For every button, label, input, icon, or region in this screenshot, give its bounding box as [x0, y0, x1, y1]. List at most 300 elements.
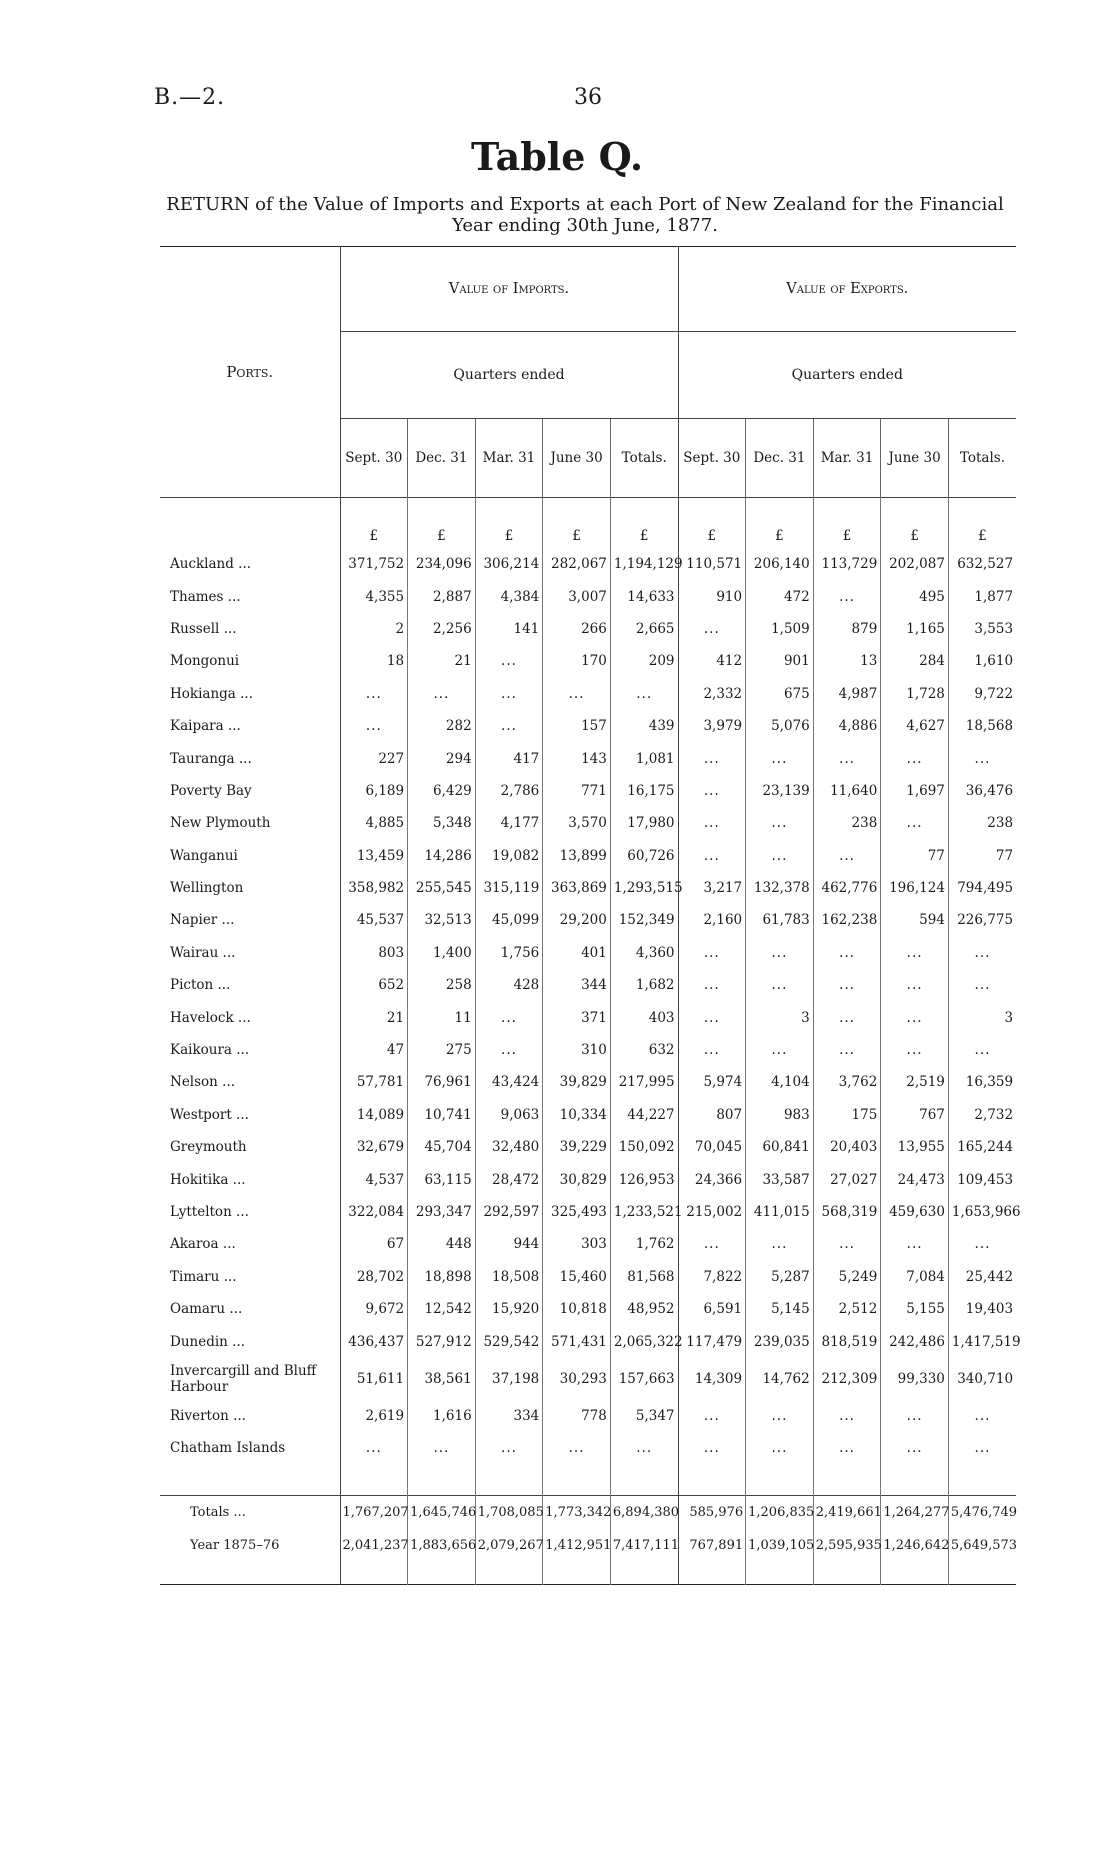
- export-value: ...: [678, 742, 746, 774]
- export-value: 1,653,966: [951, 1204, 1021, 1220]
- port-row: [160, 1001, 1016, 1033]
- import-value: 45,099: [475, 904, 543, 936]
- import-value: 571,431: [543, 1325, 611, 1357]
- import-value: 371,752: [340, 548, 408, 580]
- import-value: 11: [408, 1001, 476, 1033]
- pound-unit-label: £: [678, 498, 746, 549]
- import-value: 45,537: [340, 904, 408, 936]
- import-value: 45,704: [408, 1131, 476, 1163]
- export-value: 472: [746, 580, 814, 612]
- port-row: [160, 613, 1016, 645]
- import-value: ...: [340, 1432, 408, 1464]
- import-value: 2,256: [408, 613, 476, 645]
- import-value: 18,898: [408, 1261, 476, 1293]
- return-table: [160, 246, 1021, 1585]
- export-value: 3: [746, 1001, 814, 1033]
- export-value: 568,319: [813, 1196, 881, 1228]
- export-value: ...: [678, 807, 746, 839]
- import-value: 4,537: [340, 1163, 408, 1195]
- export-value: 2,595,935: [813, 1529, 881, 1562]
- port-row: [160, 645, 1016, 677]
- port-row: [160, 872, 1016, 904]
- import-value: 2: [340, 613, 408, 645]
- export-value: 215,002: [678, 1196, 746, 1228]
- import-value: 10,818: [543, 1293, 611, 1325]
- export-value: 1,610: [974, 653, 1014, 670]
- import-value: 1,081: [610, 742, 678, 774]
- import-value: 4,885: [340, 807, 408, 839]
- port-name: Nelson ...: [160, 1066, 340, 1098]
- import-value: 1,616: [408, 1400, 476, 1432]
- export-value: 585,976: [678, 1495, 746, 1529]
- table-title: Table Q.: [470, 134, 644, 179]
- port-name: Dunedin ...: [160, 1325, 340, 1357]
- export-value: 983: [746, 1099, 814, 1131]
- export-value: 1,877: [974, 588, 1014, 605]
- import-value: 1,767,207: [340, 1495, 408, 1529]
- document-code: B.—2.: [154, 85, 226, 110]
- exports-group-header: Value of Exports.: [678, 247, 1016, 332]
- port-name: New Plymouth: [160, 807, 340, 839]
- import-value: 234,096: [408, 548, 476, 580]
- port-row: [160, 1099, 1016, 1131]
- import-value: ...: [340, 710, 408, 742]
- export-value: ...: [678, 1001, 746, 1033]
- export-value: 412: [678, 645, 746, 677]
- import-value: 266: [543, 613, 611, 645]
- import-value: 21: [340, 1001, 408, 1033]
- import-quarter-header: Dec. 31: [408, 419, 476, 498]
- export-value: ...: [813, 1432, 881, 1464]
- export-value: 794,495: [957, 880, 1014, 897]
- import-value: 258: [408, 969, 476, 1001]
- import-value: 4,384: [475, 580, 543, 612]
- import-value: 15,460: [543, 1261, 611, 1293]
- export-value: 70,045: [678, 1131, 746, 1163]
- import-value: 428: [475, 969, 543, 1001]
- import-value: 306,214: [475, 548, 543, 580]
- export-value: 117,479: [678, 1325, 746, 1357]
- import-value: 2,065,322: [610, 1325, 678, 1357]
- import-value: 39,229: [543, 1131, 611, 1163]
- import-value: 401: [543, 937, 611, 969]
- import-value: 1,773,342: [543, 1495, 611, 1529]
- pound-unit-label: £: [408, 498, 476, 549]
- import-value: 771: [543, 775, 611, 807]
- import-value: 2,619: [340, 1400, 408, 1432]
- export-value: 162,238: [813, 904, 881, 936]
- totals-label: Totals ...: [160, 1495, 340, 1529]
- import-value: 322,084: [340, 1196, 408, 1228]
- import-value: 10,741: [408, 1099, 476, 1131]
- export-value: ...: [746, 742, 814, 774]
- import-value: ...: [610, 1432, 678, 1464]
- import-value: 778: [543, 1400, 611, 1432]
- unit-row-blank: [160, 498, 340, 549]
- import-value: 32,513: [408, 904, 476, 936]
- import-value: 57,781: [340, 1066, 408, 1098]
- import-value: 944: [475, 1228, 543, 1260]
- export-value: 206,140: [746, 548, 814, 580]
- export-value: 632,527: [957, 556, 1014, 573]
- import-value: 334: [475, 1400, 543, 1432]
- export-value: 202,087: [881, 548, 949, 580]
- import-value: 209: [610, 645, 678, 677]
- export-quarter-header: June 30: [881, 419, 949, 498]
- export-value: 24,366: [678, 1163, 746, 1195]
- import-value: ...: [408, 1432, 476, 1464]
- unit-row: [160, 498, 1016, 549]
- import-value: 2,665: [610, 613, 678, 645]
- import-value: 47: [340, 1034, 408, 1066]
- export-value: 1,165: [881, 613, 949, 645]
- port-row: [160, 937, 1016, 969]
- export-value: ...: [813, 742, 881, 774]
- import-value: ...: [475, 645, 543, 677]
- export-value: 226,775: [957, 912, 1014, 929]
- import-value: 60,726: [610, 840, 678, 872]
- import-value: ...: [475, 710, 543, 742]
- export-value: ...: [974, 977, 991, 994]
- export-value: 910: [678, 580, 746, 612]
- export-value: 594: [881, 904, 949, 936]
- pound-unit-label: £: [340, 498, 408, 549]
- import-value: 803: [340, 937, 408, 969]
- export-value: 3,553: [974, 620, 1014, 637]
- import-value: 143: [543, 742, 611, 774]
- export-value: 459,630: [881, 1196, 949, 1228]
- export-value: 3: [1004, 1009, 1014, 1026]
- export-value: ...: [881, 1432, 949, 1464]
- port-name: Chatham Islands: [160, 1432, 340, 1464]
- export-value: ...: [678, 840, 746, 872]
- port-row: [160, 1228, 1016, 1260]
- import-value: 30,293: [543, 1358, 611, 1400]
- export-value: 25,442: [965, 1268, 1014, 1285]
- export-value: ...: [813, 1228, 881, 1260]
- export-value: 1,728: [881, 678, 949, 710]
- export-value: 196,124: [881, 872, 949, 904]
- totals-label: Year 1875–76: [160, 1529, 340, 1562]
- spacer-row: [160, 1465, 1016, 1496]
- port-row: [160, 1131, 1016, 1163]
- export-value: ...: [881, 937, 949, 969]
- import-value: 448: [408, 1228, 476, 1260]
- port-name: Greymouth: [160, 1131, 340, 1163]
- import-value: 2,041,237: [340, 1529, 408, 1562]
- export-value: 5,476,749: [948, 1495, 1016, 1529]
- port-name: Kaipara ...: [160, 710, 340, 742]
- port-name: Lyttelton ...: [160, 1196, 340, 1228]
- subtitle-line-1: RETURN of the Value of Imports and Exports at each Port of New Zealand for the Financial: [166, 194, 1004, 215]
- export-value: 11,640: [813, 775, 881, 807]
- import-value: 227: [340, 742, 408, 774]
- export-quarter-header: Sept. 30: [678, 419, 746, 498]
- export-value: ...: [974, 1042, 991, 1059]
- export-value: 2,332: [678, 678, 746, 710]
- export-value: 284: [881, 645, 949, 677]
- port-name: Wellington: [160, 872, 340, 904]
- import-value: 6,894,380: [610, 1495, 678, 1529]
- export-value: 767: [881, 1099, 949, 1131]
- port-row: [160, 1066, 1016, 1098]
- export-value: 165,244: [957, 1139, 1014, 1156]
- imports-group-header: Value of Imports.: [340, 247, 678, 332]
- export-value: 2,512: [813, 1293, 881, 1325]
- import-value: 150,092: [610, 1131, 678, 1163]
- port-row: [160, 1358, 1016, 1400]
- export-value: ...: [678, 1034, 746, 1066]
- import-value: 275: [408, 1034, 476, 1066]
- export-value: ...: [813, 1001, 881, 1033]
- import-value: 14,089: [340, 1099, 408, 1131]
- pound-unit-label: £: [948, 498, 1016, 549]
- import-value: 1,412,951: [543, 1529, 611, 1562]
- import-value: 2,786: [475, 775, 543, 807]
- export-value: 5,974: [678, 1066, 746, 1098]
- export-value: ...: [746, 937, 814, 969]
- import-value: 63,115: [408, 1163, 476, 1195]
- export-value: ...: [678, 775, 746, 807]
- import-value: 32,679: [340, 1131, 408, 1163]
- export-value: 18,568: [965, 718, 1014, 735]
- port-row: [160, 710, 1016, 742]
- import-value: 1,762: [610, 1228, 678, 1260]
- port-name: Thames ...: [160, 580, 340, 612]
- export-value: 33,587: [746, 1163, 814, 1195]
- export-value: 14,309: [678, 1358, 746, 1400]
- export-value: 20,403: [813, 1131, 881, 1163]
- import-value: 38,561: [408, 1358, 476, 1400]
- export-value: ...: [881, 1400, 949, 1432]
- import-value: 293,347: [408, 1196, 476, 1228]
- import-value: ...: [475, 1034, 543, 1066]
- pound-unit-label: £: [813, 498, 881, 549]
- port-name: Timaru ...: [160, 1261, 340, 1293]
- port-row: [160, 1163, 1016, 1195]
- import-value: ...: [475, 1001, 543, 1033]
- export-value: 212,309: [813, 1358, 881, 1400]
- export-value: 6,591: [678, 1293, 746, 1325]
- export-value: 1,697: [881, 775, 949, 807]
- import-value: 529,542: [475, 1325, 543, 1357]
- imports-quarters-header: Quarters ended: [340, 332, 678, 419]
- import-value: 17,980: [610, 807, 678, 839]
- import-value: 13,899: [543, 840, 611, 872]
- port-row: [160, 1293, 1016, 1325]
- page-number: 36: [574, 85, 602, 110]
- pound-unit-label: £: [881, 498, 949, 549]
- port-row: [160, 904, 1016, 936]
- export-value: ...: [974, 1407, 991, 1424]
- import-value: 157,663: [610, 1358, 678, 1400]
- import-value: 30,829: [543, 1163, 611, 1195]
- pound-unit-label: £: [543, 498, 611, 549]
- export-value: 5,287: [746, 1261, 814, 1293]
- port-name: Mongonui: [160, 645, 340, 677]
- import-value: 5,348: [408, 807, 476, 839]
- export-value: 2,519: [881, 1066, 949, 1098]
- port-name: Wanganui: [160, 840, 340, 872]
- export-value: ...: [813, 580, 881, 612]
- subtitle-line-2: Year ending 30th June, 1877.: [452, 215, 718, 236]
- export-quarter-header: Dec. 31: [746, 419, 814, 498]
- export-value: ...: [746, 1228, 814, 1260]
- export-value: ...: [881, 807, 949, 839]
- export-value: 14,762: [746, 1358, 814, 1400]
- export-value: 109,453: [957, 1171, 1014, 1188]
- export-quarter-header: Totals.: [959, 450, 1006, 466]
- table-body: [160, 498, 1021, 1585]
- export-quarter-header: Mar. 31: [813, 419, 881, 498]
- export-value: 879: [813, 613, 881, 645]
- export-value: 36,476: [965, 782, 1014, 799]
- port-row: [160, 807, 1016, 839]
- port-row: [160, 1034, 1016, 1066]
- import-value: 48,952: [610, 1293, 678, 1325]
- import-value: 2,079,267: [475, 1529, 543, 1562]
- import-value: 7,417,111: [610, 1529, 678, 1562]
- import-value: 1,883,656: [408, 1529, 476, 1562]
- export-value: 4,987: [813, 678, 881, 710]
- port-name: Akaroa ...: [160, 1228, 340, 1260]
- export-value: 7,822: [678, 1261, 746, 1293]
- import-value: 51,611: [340, 1358, 408, 1400]
- import-value: ...: [543, 678, 611, 710]
- import-value: 141: [475, 613, 543, 645]
- import-value: 10,334: [543, 1099, 611, 1131]
- port-row: [160, 1196, 1016, 1228]
- export-value: 411,015: [746, 1196, 814, 1228]
- port-row: [160, 580, 1016, 612]
- import-value: 6,429: [408, 775, 476, 807]
- import-value: 3,007: [543, 580, 611, 612]
- export-value: 1,039,105: [746, 1529, 814, 1562]
- import-value: 152,349: [610, 904, 678, 936]
- import-value: 18: [340, 645, 408, 677]
- export-value: 5,145: [746, 1293, 814, 1325]
- port-row: [160, 678, 1016, 710]
- port-row: [160, 742, 1016, 774]
- port-name: Oamaru ...: [160, 1293, 340, 1325]
- ports-header: Ports.: [160, 247, 340, 498]
- import-value: 14,633: [610, 580, 678, 612]
- export-value: ...: [746, 969, 814, 1001]
- port-row: [160, 548, 1016, 580]
- export-value: 77: [881, 840, 949, 872]
- export-value: 807: [678, 1099, 746, 1131]
- import-value: ...: [475, 678, 543, 710]
- export-value: 4,627: [881, 710, 949, 742]
- import-value: 344: [543, 969, 611, 1001]
- import-value: 14,286: [408, 840, 476, 872]
- export-value: 7,084: [881, 1261, 949, 1293]
- import-value: 358,982: [340, 872, 408, 904]
- import-value: 9,063: [475, 1099, 543, 1131]
- port-row: [160, 1432, 1016, 1464]
- exports-quarters-header: Quarters ended: [678, 332, 1016, 419]
- export-value: 27,027: [813, 1163, 881, 1195]
- export-value: ...: [678, 1400, 746, 1432]
- export-value: 132,378: [746, 872, 814, 904]
- table-subtitle: [150, 194, 1020, 236]
- export-value: 5,076: [746, 710, 814, 742]
- export-value: ...: [678, 613, 746, 645]
- import-value: 39,829: [543, 1066, 611, 1098]
- import-value: 3,570: [543, 807, 611, 839]
- export-value: 16,359: [965, 1074, 1014, 1091]
- import-value: 436,437: [340, 1325, 408, 1357]
- import-value: 363,869: [543, 872, 611, 904]
- import-value: 12,542: [408, 1293, 476, 1325]
- export-value: ...: [974, 1440, 991, 1457]
- import-value: 1,756: [475, 937, 543, 969]
- import-value: 255,545: [408, 872, 476, 904]
- export-value: ...: [974, 1236, 991, 1253]
- export-value: ...: [746, 1400, 814, 1432]
- port-row: [160, 1400, 1016, 1432]
- pound-unit-label: £: [610, 498, 678, 549]
- export-value: 110,571: [678, 548, 746, 580]
- export-value: ...: [813, 1034, 881, 1066]
- export-value: 495: [881, 580, 949, 612]
- import-quarter-header: June 30: [543, 419, 611, 498]
- export-value: 175: [813, 1099, 881, 1131]
- export-value: 1,509: [746, 613, 814, 645]
- port-name: Hokianga ...: [160, 678, 340, 710]
- import-value: 19,082: [475, 840, 543, 872]
- port-name: Poverty Bay: [160, 775, 340, 807]
- import-value: 157: [543, 710, 611, 742]
- port-name: Riverton ...: [160, 1400, 340, 1432]
- import-value: 6,189: [340, 775, 408, 807]
- export-value: 1,417,519: [951, 1333, 1021, 1350]
- port-name: Napier ...: [160, 904, 340, 936]
- port-name: Auckland ...: [160, 548, 340, 580]
- export-value: 24,473: [881, 1163, 949, 1195]
- export-value: 61,783: [746, 904, 814, 936]
- port-row: [160, 969, 1016, 1001]
- import-value: 310: [543, 1034, 611, 1066]
- export-value: 5,155: [881, 1293, 949, 1325]
- export-value: ...: [974, 750, 991, 767]
- export-value: 1,206,835: [746, 1495, 814, 1529]
- port-name: Westport ...: [160, 1099, 340, 1131]
- import-value: 44,227: [610, 1099, 678, 1131]
- export-value: 5,649,573: [950, 1537, 1018, 1553]
- import-quarter-header: Mar. 31: [475, 419, 543, 498]
- import-value: 9,672: [340, 1293, 408, 1325]
- import-value: 4,360: [610, 937, 678, 969]
- import-value: 13,459: [340, 840, 408, 872]
- import-value: 4,355: [340, 580, 408, 612]
- port-name: Invercargill and Bluff Harbour: [160, 1358, 340, 1400]
- import-value: 632: [610, 1034, 678, 1066]
- export-value: 340,710: [957, 1370, 1014, 1387]
- import-value: ...: [543, 1432, 611, 1464]
- import-value: ...: [475, 1432, 543, 1464]
- import-value: ...: [610, 678, 678, 710]
- export-value: ...: [746, 1432, 814, 1464]
- export-value: ...: [746, 1034, 814, 1066]
- import-value: 5,347: [610, 1400, 678, 1432]
- import-value: 32,480: [475, 1131, 543, 1163]
- export-value: 13,955: [881, 1131, 949, 1163]
- import-value: 282: [408, 710, 476, 742]
- export-value: 239,035: [746, 1325, 814, 1357]
- import-value: 21: [408, 645, 476, 677]
- export-value: 113,729: [813, 548, 881, 580]
